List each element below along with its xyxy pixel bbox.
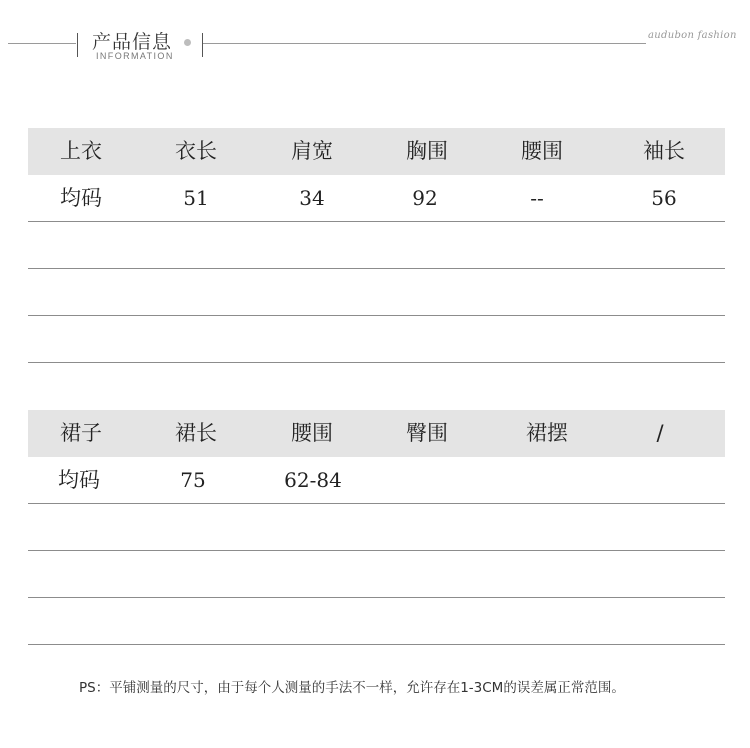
table-cell — [605, 457, 715, 504]
header-cell: 衣长 — [175, 139, 217, 163]
header-cell: 裙摆 — [526, 421, 568, 445]
header-cell: 臀围 — [406, 421, 448, 445]
header-cell: 胸围 — [406, 139, 448, 163]
header-rule-right — [203, 43, 646, 44]
table-row-empty — [28, 504, 725, 551]
table-cell: 56 — [651, 186, 677, 210]
table-cell: 92 — [412, 186, 438, 210]
header-bracket-left — [77, 33, 78, 57]
table-row-empty — [28, 222, 725, 269]
tops-table-header — [28, 128, 725, 175]
header-cell: 上衣 — [60, 139, 102, 163]
table-cell: 均码 — [60, 186, 102, 210]
table-row — [28, 457, 725, 504]
header-cell: 裙长 — [175, 421, 217, 445]
table-cell: 51 — [183, 186, 209, 210]
skirt-size-table — [28, 410, 725, 645]
table-cell: 62-84 — [284, 468, 342, 492]
header-cell: 裙子 — [60, 421, 102, 445]
measurement-note: PS：平铺测量的尺寸，由于每个人测量的手法不一样，允许存在1-3CM的误差属正常范围。 — [79, 680, 625, 696]
section-subtitle: INFORMATION — [96, 51, 174, 61]
table-cell: -- — [530, 186, 544, 210]
tops-size-table — [28, 128, 725, 363]
table-cell — [492, 457, 602, 504]
brand-script: audubon fashion — [648, 30, 737, 41]
header-cell: 腰围 — [521, 139, 563, 163]
table-row-empty — [28, 269, 725, 316]
table-cell: 均码 — [58, 468, 100, 492]
header-cell: / — [656, 421, 664, 445]
table-cell — [372, 457, 482, 504]
title-dot-icon — [184, 39, 191, 46]
table-row — [28, 175, 725, 222]
header-cell: 腰围 — [291, 421, 333, 445]
table-row-empty — [28, 598, 725, 645]
table-cell: 75 — [180, 468, 206, 492]
skirt-table-header — [28, 410, 725, 457]
header-bracket-right — [202, 33, 203, 57]
section-title: 产品信息 — [92, 31, 173, 53]
table-row-empty — [28, 551, 725, 598]
table-cell: 34 — [299, 186, 325, 210]
header-rule-left — [8, 43, 76, 44]
header-cell: 肩宽 — [291, 139, 333, 163]
table-row-empty — [28, 316, 725, 363]
header-cell: 袖长 — [643, 139, 685, 163]
